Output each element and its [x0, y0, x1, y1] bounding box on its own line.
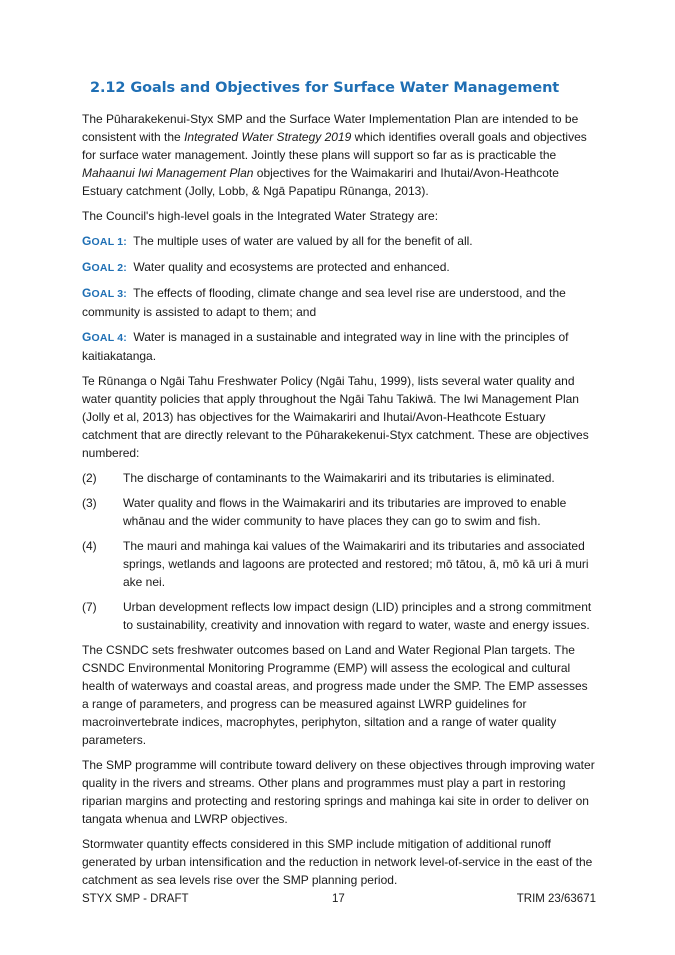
list-item	[82, 598, 596, 634]
runanga-paragraph: Te Rūnanga o Ngāi Tahu Freshwater Policy (Ngāi Tahu, 1999), lists several water quality and water quantity policies that apply throughout the Ngāi Tahu Takiwā. The Iwi Management Plan (Jolly et al, 2013) has objectives for the Waimakariri and Ihutai/Avon-Heathcote Estuary catchment that are directly relevant to the Pūharakekenui-Styx catchment. These are objectives numbered:	[82, 374, 589, 460]
intro-text-3: objectives for the Waimakariri and Ihutai/Avon-Heathcote Estuary catchment (Jolly, Lobb, & Ngā Papatipu Rūnanga, 2013).	[82, 166, 559, 198]
list-item	[82, 537, 596, 591]
objective-text: Water quality and flows in the Waimakariri and its tributaries are improved to enable whānau and the wider community to have places they can go to swim and fish.	[123, 496, 567, 528]
goal-text: The effects of flooding, climate change and sea level rise are understood, and the community is assisted to adapt to them; and	[82, 286, 566, 319]
footer-trim-reference: TRIM 23/63671	[516, 893, 596, 905]
goal-item	[82, 284, 596, 321]
goal-text: The multiple uses of water are valued by all for the benefit of all.	[133, 234, 473, 248]
goal-label: GOAL 3:	[82, 286, 127, 300]
objective-number: (2)	[82, 471, 97, 485]
section-heading: 2.12 Goals and Objectives for Surface Water Management	[90, 80, 560, 96]
footer-document-title: STYX SMP - DRAFT	[82, 893, 189, 905]
intro-text-2: which identifies overall goals and objectives for surface water management. Jointly these plans will support so far as is practicable the	[82, 130, 587, 162]
objective-text: The mauri and mahinga kai values of the Waimakariri and its tributaries and associated springs, wetlands and lagoons are protected and restored; mō tātou, ā, mō kā uri ā muri ake nei.	[123, 539, 589, 589]
goals-intro: The Council's high-level goals in the Integrated Water Strategy are:	[82, 209, 439, 223]
goal-label: GOAL 4:	[82, 330, 127, 344]
document-page	[82, 0, 596, 955]
page-footer	[82, 893, 596, 905]
objective-number: (7)	[82, 600, 97, 614]
stormwater-paragraph: Stormwater quantity effects considered in this SMP include mitigation of additional runoff generated by urban intensification and the reduction in network level-of-service in the east of the catchment as sea levels rise over the SMP planning period.	[82, 837, 593, 887]
page-number: 17	[332, 893, 345, 905]
goal-item	[82, 328, 596, 365]
list-item	[82, 469, 596, 487]
objective-number: (4)	[82, 539, 97, 553]
goal-item	[82, 232, 596, 251]
objective-number: (3)	[82, 496, 97, 510]
csndc-paragraph: The CSNDC sets freshwater outcomes based on Land and Water Regional Plan targets. The CSNDC Environmental Monitoring Programme (EMP) will assess the ecological and cultural health of waterways and coastal areas, and progress made under the SMP. The EMP assesses a range of parameters, and progress can be measured against LWRP guidelines for macroinvertebrate indices, macrophytes, periphyton, siltation and a range of water quality parameters.	[82, 643, 588, 747]
goal-item	[82, 258, 596, 277]
objectives-list	[82, 469, 596, 634]
goal-label: GOAL 1:	[82, 234, 127, 248]
smp-paragraph: The SMP programme will contribute toward delivery on these objectives through improving water quality in the rivers and streams. Other plans and programmes must play a part in restoring riparian margins and protecting and restoring springs and mahinga kai site in order to deliver on tangata whenua and LWRP objectives.	[82, 758, 595, 826]
intro-paragraph	[82, 110, 596, 200]
goal-text: Water quality and ecosystems are protected and enhanced.	[133, 260, 450, 274]
goal-label: GOAL 2:	[82, 260, 127, 274]
section-body	[82, 110, 596, 896]
objective-text: The discharge of contaminants to the Waimakariri and its tributaries is eliminated.	[123, 471, 555, 485]
intro-italic-strategy: Integrated Water Strategy 2019	[184, 130, 352, 144]
intro-italic-plan: Mahaanui Iwi Management Plan	[82, 166, 254, 180]
list-item	[82, 494, 596, 530]
objective-text: Urban development reflects low impact design (LID) principles and a strong commitment to sustainability, creativity and innovation with regard to water, waste and energy issues.	[123, 600, 592, 632]
goal-text: Water is managed in a sustainable and integrated way in line with the principles of kaitiakatanga.	[82, 330, 569, 363]
intro-text-1: The Pūharakekenui-Styx SMP and the Surface Water Implementation Plan are intended to be consistent with the	[82, 112, 579, 144]
